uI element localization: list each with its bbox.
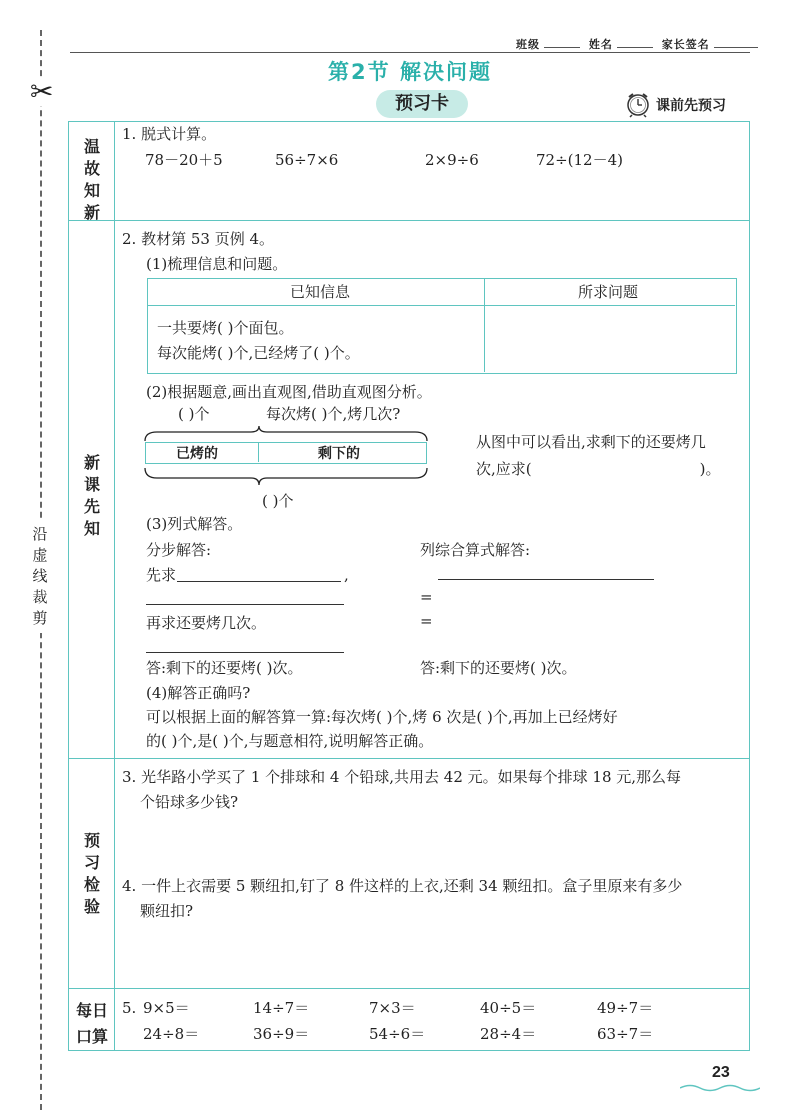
- first-ask-label: 先求: [146, 566, 177, 584]
- student-info-fields: [516, 36, 762, 52]
- parent-signature-blank[interactable]: [714, 47, 758, 48]
- answer-blank[interactable]: [177, 581, 341, 582]
- q4-text: 4. 一件上衣需要 5 颗纽扣,钉了 8 件这样的上衣,还剩 34 颗纽扣。盒子里原来有多少: [122, 877, 683, 895]
- section-label-check: [70, 830, 114, 918]
- diagram-top-left: ( )个: [178, 405, 210, 423]
- section-char: 故: [83, 159, 100, 178]
- section-char: 课: [83, 475, 100, 494]
- header-rule: [70, 52, 750, 53]
- answer-combined: 答:剩下的还要烤( )次。: [420, 659, 577, 677]
- name-label: 姓名: [588, 38, 613, 51]
- class-blank[interactable]: [544, 47, 580, 48]
- cut-label-char: 剪: [32, 609, 48, 627]
- q4-text: 颗纽扣?: [140, 902, 194, 920]
- section-label-new-lesson: [70, 452, 114, 540]
- alarm-clock-icon: [624, 90, 652, 118]
- q2-title: 2. 教材第 53 页例 4。: [122, 230, 275, 248]
- cut-label-char: 虚: [32, 546, 48, 564]
- card-title: 预习卡: [376, 90, 468, 118]
- scissors-icon: ✂: [30, 75, 54, 108]
- table-divider: [484, 279, 485, 372]
- analysis-line: 从图中可以看出,求剩下的还要烤几: [476, 433, 706, 451]
- q5-expr: 49÷7＝: [597, 999, 654, 1017]
- section-title: 第2节 解决问题: [328, 60, 492, 84]
- q2-part2: (2)根据题意,画出直观图,借助直观图分析。: [146, 383, 432, 401]
- q5-expr: 63÷7＝: [597, 1025, 654, 1043]
- section-char: 新: [83, 203, 100, 222]
- analysis-text: 次,应求(: [476, 460, 532, 478]
- section-char: 检: [83, 875, 100, 894]
- diagram-top-right: 每次烤( )个,烤几次?: [266, 405, 401, 423]
- table-head-ask: 所求问题: [578, 283, 639, 301]
- cut-label: [24, 520, 56, 633]
- q5-expr: 14÷7＝: [253, 999, 310, 1017]
- known-info-line: 一共要烤( )个面包。: [157, 319, 294, 337]
- row-divider: [68, 988, 750, 989]
- diagram-bottom: ( )个: [262, 492, 294, 510]
- q3-text: 3. 光华路小学买了 1 个排球和 4 个铅球,共用去 42 元。如果每个排球 18 元,那么每: [122, 768, 682, 786]
- parent-signature-label: 家长签名: [661, 38, 710, 51]
- combined-label: 列综合算式解答:: [420, 541, 531, 559]
- wave-decoration: [680, 1083, 760, 1093]
- q2-part4: (4)解答正确吗?: [146, 684, 251, 702]
- comma: ,: [344, 566, 349, 584]
- answer-step: 答:剩下的还要烤( )次。: [146, 659, 303, 677]
- q5-expr: 40÷5＝: [480, 999, 537, 1017]
- section-label-review: [70, 136, 114, 224]
- q3-text: 个铅球多少钱?: [140, 793, 239, 811]
- answer-blank[interactable]: [146, 604, 344, 605]
- table-head-known: 已知信息: [290, 283, 351, 301]
- known-info-line: 每次能烤( )个,已经烤了( )个。: [157, 344, 360, 362]
- name-blank[interactable]: [617, 47, 653, 48]
- section-char: 每日: [75, 1001, 108, 1020]
- row-divider: [68, 758, 750, 759]
- section-char: 温: [83, 137, 100, 156]
- check-line: 可以根据上面的解答算一算:每次烤( )个,烤 6 次是( )个,再加上已经烤好: [146, 708, 618, 726]
- row-divider: [68, 220, 750, 221]
- then-ask-label: 再求还要烤几次。: [146, 614, 267, 632]
- bar-right-label: 剩下的: [318, 446, 360, 462]
- cut-label-char: 沿: [32, 525, 48, 543]
- side-column-divider: [114, 121, 115, 1051]
- q1-expr: 2×9÷6: [425, 151, 479, 169]
- equals-sign: =: [420, 612, 433, 630]
- q5-expr: 36÷9＝: [253, 1025, 310, 1043]
- class-label: 班级: [516, 38, 540, 51]
- q1-title: 1. 脱式计算。: [122, 125, 217, 143]
- section-char: 验: [83, 897, 100, 916]
- bar-left-label: 已烤的: [176, 446, 218, 462]
- q2-part3: (3)列式解答。: [146, 515, 243, 533]
- cut-label-char: 线: [32, 567, 48, 585]
- section-label-daily: [70, 998, 114, 1050]
- cut-label-char: 裁: [32, 588, 48, 606]
- section-char: 习: [83, 853, 100, 872]
- section-char: 新: [83, 453, 100, 472]
- q5-expr: 24÷8＝: [143, 1025, 200, 1043]
- equals-sign: =: [420, 588, 433, 606]
- answer-blank[interactable]: [146, 652, 344, 653]
- combined-formula-blank[interactable]: [438, 579, 654, 580]
- preview-label: 课前先预习: [656, 98, 726, 114]
- q5-prefix: 5.: [122, 999, 137, 1017]
- q1-expr: 78－20＋5: [145, 151, 223, 169]
- section-char: 先: [83, 497, 100, 516]
- table-divider: [148, 305, 735, 306]
- step-label: 分步解答:: [146, 541, 212, 559]
- q5-expr: 9×5＝: [143, 999, 190, 1017]
- analysis-text: )。: [699, 460, 721, 478]
- section-char: 知: [83, 181, 100, 200]
- q5-expr: 7×3＝: [369, 999, 416, 1017]
- q5-expr: 54÷6＝: [369, 1025, 426, 1043]
- check-line: 的( )个,是( )个,与题意相符,说明解答正确。: [146, 732, 434, 750]
- bar-split: [258, 443, 259, 462]
- section-char: 知: [83, 519, 100, 538]
- section-char: 口算: [75, 1027, 108, 1046]
- q5-expr: 28÷4＝: [480, 1025, 537, 1043]
- q1-expr: 56÷7×6: [275, 151, 339, 169]
- analysis-line: [476, 459, 720, 479]
- section-char: 预: [83, 831, 100, 850]
- page-number: 23: [712, 1064, 730, 1081]
- q2-part1: (1)梳理信息和问题。: [146, 255, 288, 273]
- q1-expr: 72÷(12－4): [536, 151, 623, 169]
